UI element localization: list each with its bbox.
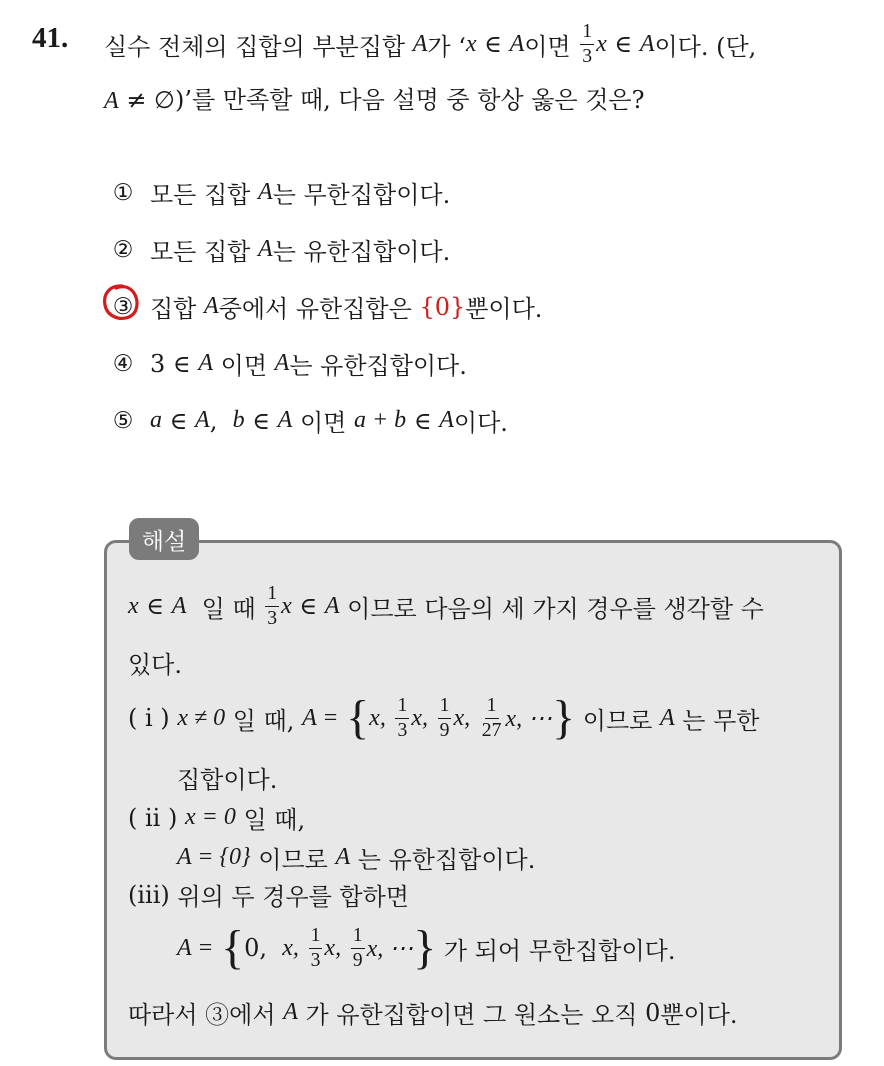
fraction: $\frac{1}{3}$: [397, 693, 408, 741]
question-number: 41.: [32, 22, 69, 54]
fraction: $\frac{1}{3}$: [310, 923, 321, 971]
var-x: x: [465, 30, 477, 57]
choice-text: 3: [150, 349, 166, 378]
neq-empty: ≠ ∅: [126, 86, 175, 114]
choice-text: 모든 집합: [150, 238, 251, 266]
question-line-2: [104, 80, 644, 115]
choice-3[interactable]: [110, 289, 542, 324]
right-brace: }: [413, 920, 437, 974]
var-a: A: [283, 999, 298, 1025]
question-line-1: [104, 18, 756, 70]
solution-text: 가 유한집합이면 그 원소는 오직: [305, 1001, 638, 1029]
fraction-one-third: $\frac{1}{3}$: [582, 19, 593, 67]
var-a: A: [274, 350, 290, 376]
choice-text: 이면: [299, 409, 347, 437]
solution-case-1-cont: [177, 760, 277, 795]
equation: A =: [302, 704, 339, 731]
solution-text: 집합이다.: [177, 766, 278, 794]
var-a: A: [639, 30, 655, 57]
choice-4[interactable]: [110, 346, 467, 381]
choice-text: 집합: [150, 295, 197, 323]
case-label: (iii): [128, 880, 170, 909]
fraction-one-third: $\frac{1}{3}$: [267, 581, 278, 629]
var-small-b: b: [232, 407, 245, 433]
choice-text: 는 무한집합이다.: [272, 181, 451, 209]
var-a: A: [258, 179, 273, 205]
elem-symbol: ∈: [252, 406, 271, 435]
var-a: A: [324, 592, 340, 619]
var-a: A: [509, 30, 525, 57]
choice-text: 이면: [220, 352, 268, 380]
solution-conclusion: [128, 995, 738, 1030]
solution-case-3: [128, 877, 409, 912]
choice-text: 는 유한집합이다.: [289, 352, 467, 380]
var-a: A: [195, 407, 210, 433]
var-a: A: [204, 293, 219, 319]
var-small-a: a: [150, 407, 162, 433]
var-a: A: [659, 704, 675, 731]
solution-text: 일 때,: [232, 706, 295, 735]
solution-text: 따라서 ③에서: [128, 1001, 276, 1029]
choice-text: 모든 집합: [150, 181, 251, 209]
solution-tag: 해설: [129, 518, 199, 560]
solution-text: 이므로 다음의 세 가지 경우를 생각할 수: [347, 594, 764, 623]
var-x: x,: [324, 934, 342, 961]
solution-text: 일 때,: [243, 806, 306, 834]
dots: x, ⋯: [366, 935, 414, 962]
elem-symbol: ∈: [172, 349, 191, 378]
var-x: x,: [369, 704, 386, 731]
elem-symbol: ∈: [299, 592, 318, 620]
var-a: A: [104, 88, 119, 114]
elem-symbol: ∈: [146, 592, 165, 620]
solution-text: 이므로: [258, 846, 328, 874]
elem-symbol: ∈: [169, 406, 188, 435]
var-a: A: [198, 350, 213, 376]
solution-text: 있다.: [128, 651, 182, 679]
question-text-d: 이다. (단,: [654, 32, 757, 61]
left-brace: {: [346, 690, 370, 744]
solution-text: 이므로: [582, 706, 653, 735]
equation: A =: [177, 934, 214, 961]
solution-text: 는 유한집합이다.: [357, 846, 536, 874]
choice-mark: ④: [112, 350, 134, 377]
case-label: ( ii ): [128, 803, 178, 832]
right-brace: }: [552, 690, 576, 744]
fraction: $\frac{1}{9}$: [439, 693, 450, 741]
var-x: x: [596, 30, 607, 57]
solution-case-2-eq: [177, 840, 535, 875]
elem-symbol: ∈: [484, 30, 502, 58]
solution-case-2: [128, 800, 305, 835]
case-condition: x = 0: [184, 804, 236, 830]
var-a: A: [412, 30, 428, 57]
elem-symbol: ∈: [614, 30, 633, 58]
solution-text: 일 때: [201, 594, 256, 623]
choice-mark: ③: [112, 293, 134, 320]
question-text-a: 실수 전체의 집합의 부분집합: [104, 32, 406, 61]
question-text-c: 이면: [524, 32, 571, 61]
fraction: $\frac{1}{9}$: [352, 923, 363, 971]
choice-1[interactable]: [110, 175, 450, 210]
choice-mark: ⑤: [112, 407, 134, 434]
choice-5[interactable]: ⑤ a ∈ A , b ∈ A 이면 a + b ∈ A 이다.: [110, 403, 508, 438]
var-a: A: [258, 236, 273, 262]
dots: x, ⋯: [505, 705, 553, 732]
choice-2[interactable]: [110, 232, 450, 267]
fraction: $\frac{1}{27}$: [481, 693, 502, 741]
zero: 0,: [244, 934, 268, 962]
red-set-zero: {0}: [419, 292, 466, 321]
elem-symbol: ∈: [413, 406, 432, 435]
choice-mark: ②: [112, 236, 134, 263]
question-text-e: )’를 만족할 때, 다음 설명 중 항상 옳은 것은?: [174, 86, 645, 114]
choice-text: 는 유한집합이다.: [272, 238, 451, 266]
var-x: x: [128, 592, 139, 619]
case-condition: x ≠ 0: [177, 704, 226, 731]
sum-expr: a + b: [353, 407, 407, 433]
question-text-b: 가 ‘: [427, 32, 466, 61]
solution-text: 뿐이다.: [660, 1001, 738, 1029]
choice-mark: ①: [112, 179, 134, 206]
case-label: ( i ): [128, 704, 170, 732]
equation: A = {0}: [177, 844, 251, 870]
var-x: x: [281, 592, 292, 619]
choice-text: 이다.: [453, 409, 508, 437]
solution-text: 가 되어 무한집합이다.: [443, 936, 676, 965]
choice-text: 뿐이다.: [465, 295, 543, 323]
choice-text: 중에서 유한집합은: [218, 295, 412, 323]
var-a: A: [439, 407, 454, 433]
var-a: A: [171, 592, 187, 619]
var-x: x,: [411, 704, 428, 731]
left-brace: {: [221, 920, 245, 974]
var-a: A: [277, 407, 293, 433]
var-x: x,: [282, 934, 299, 961]
var-a: A: [335, 844, 351, 870]
solution-line-2: [128, 645, 182, 680]
var-x: x,: [453, 704, 471, 731]
solution-text: 는 무한: [682, 706, 760, 735]
solution-text: 위의 두 경우를 합하면: [177, 883, 409, 911]
solution-line-1: [128, 580, 764, 632]
solution-case-1: [128, 690, 759, 746]
zero: 0: [645, 998, 661, 1027]
solution-case-3-eq: [177, 920, 675, 976]
